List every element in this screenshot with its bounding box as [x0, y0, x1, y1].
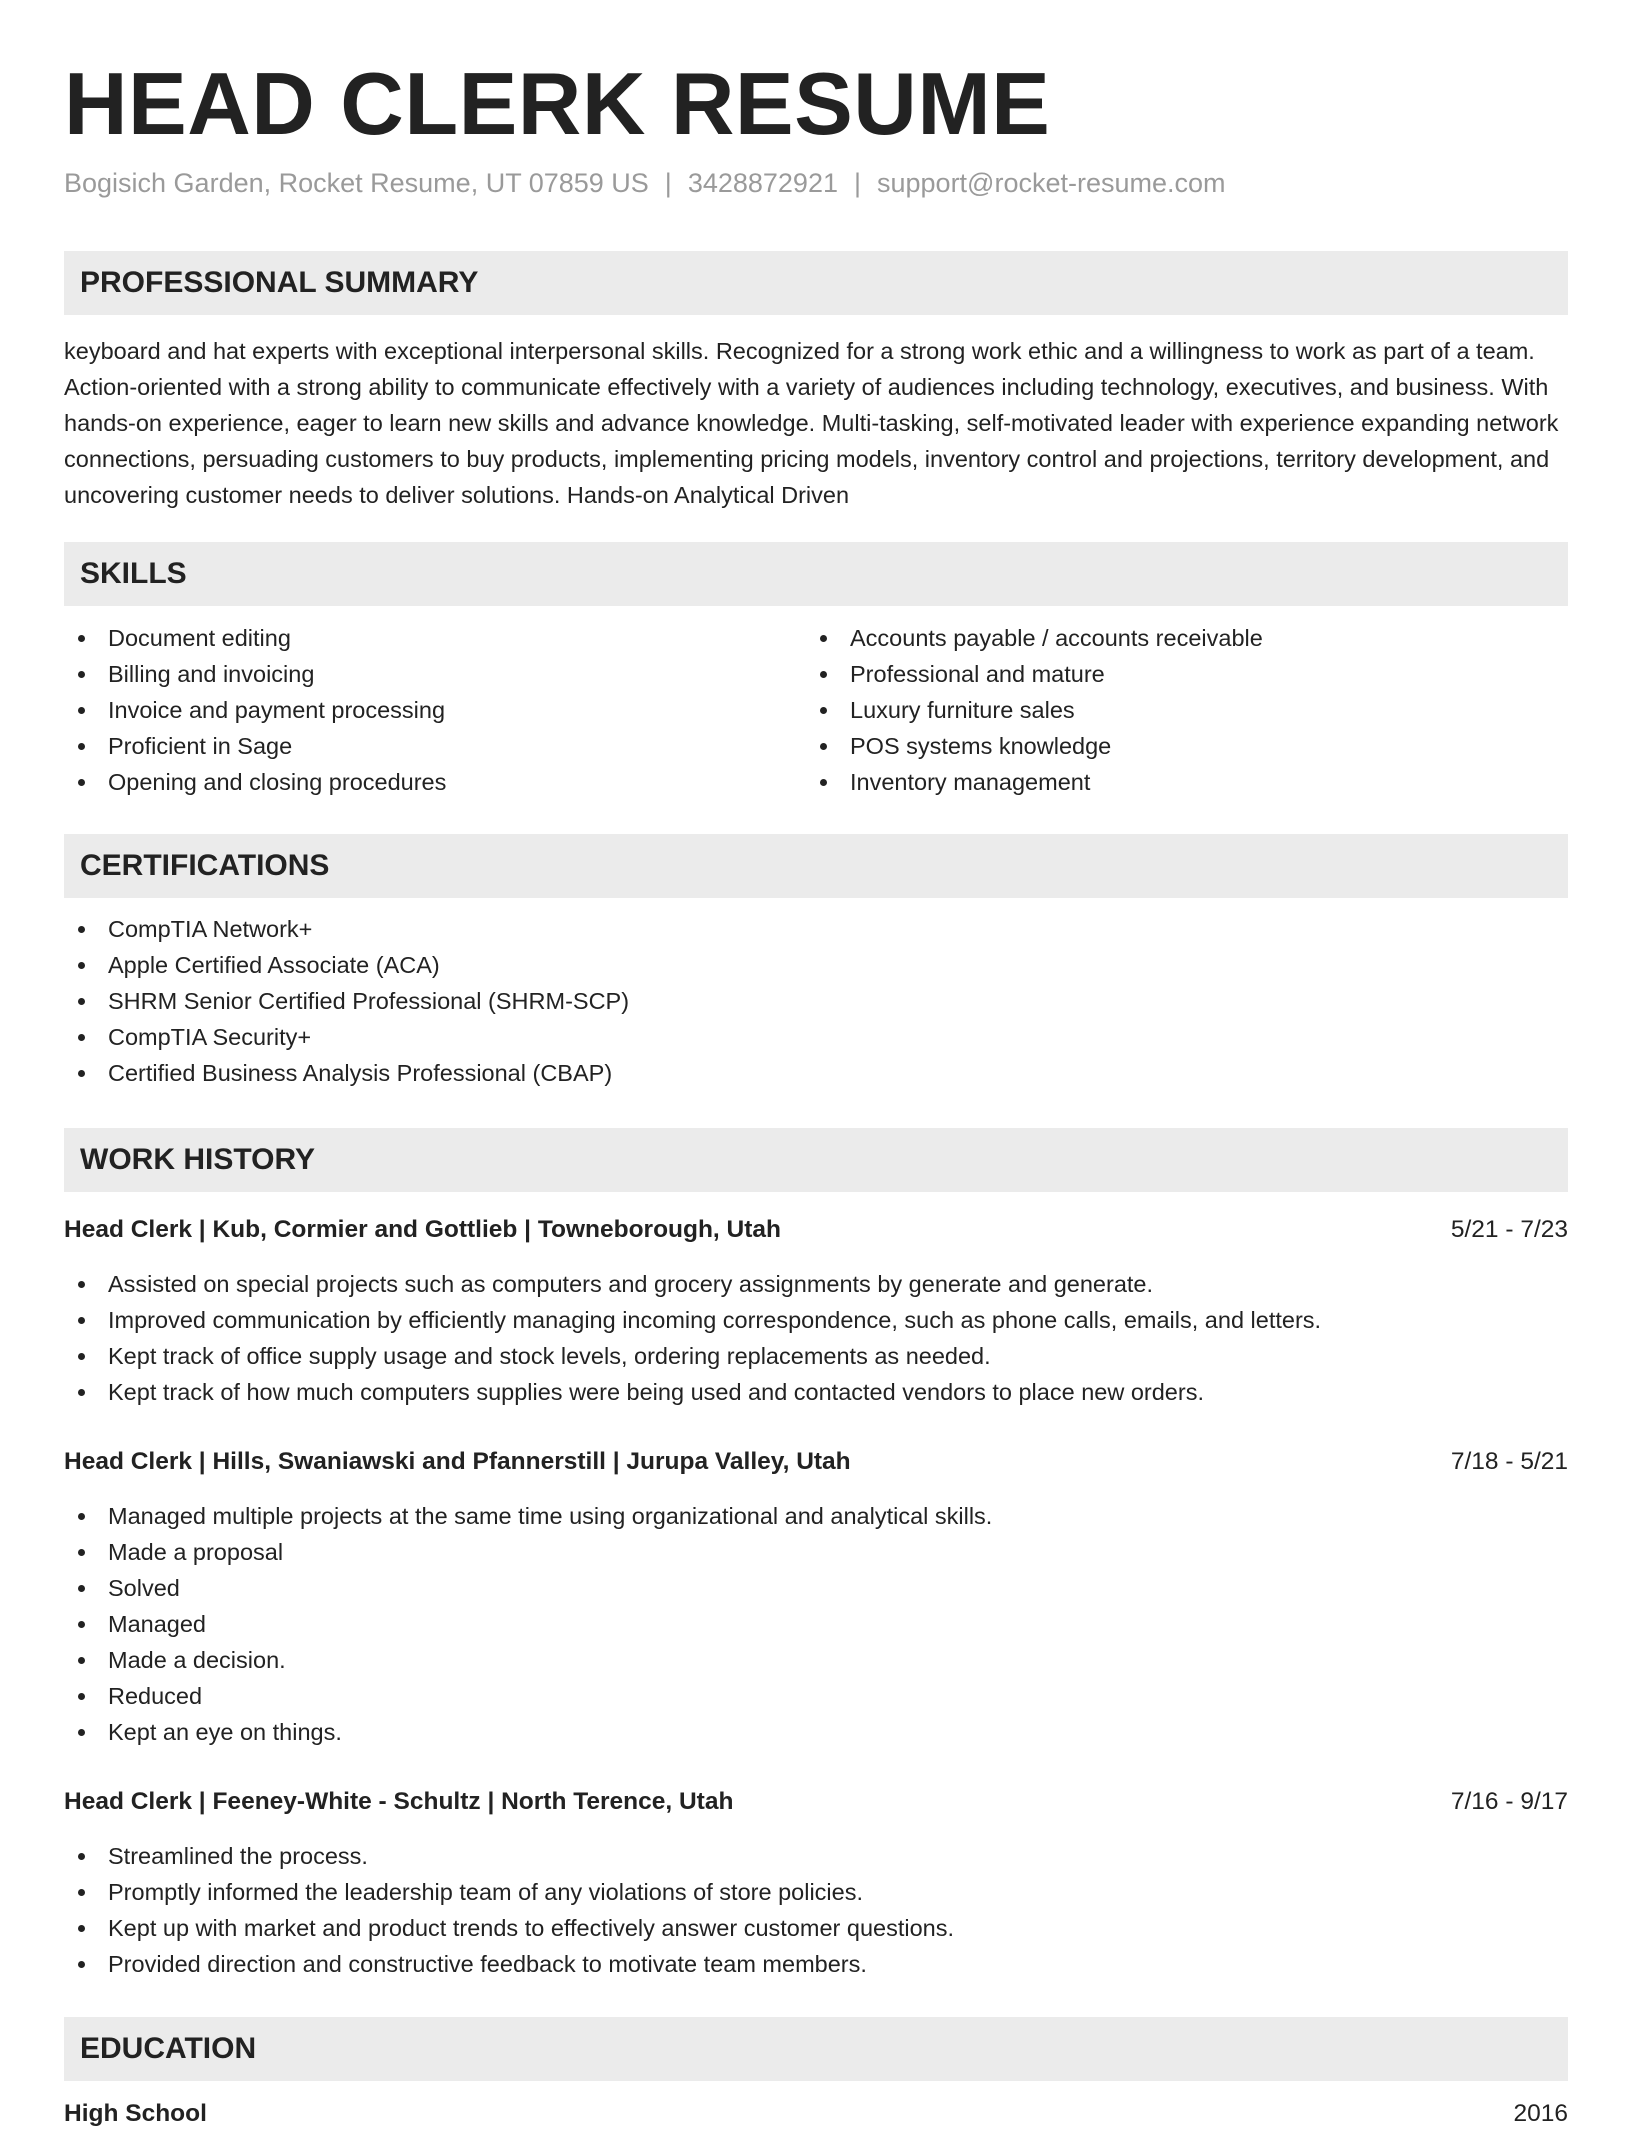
section-header-certifications: CERTIFICATIONS: [64, 834, 1568, 898]
education-row: [64, 2096, 1568, 2132]
job-bullets: [64, 1838, 1568, 1982]
skill-item: Billing and invoicing: [64, 656, 794, 692]
contact-email: support@rocket-resume.com: [877, 168, 1226, 198]
professional-summary-text: keyboard and hat experts with exceptional interpersonal skills. Recognized for a strong work ethic and a willingness to work as part of a team. Action-oriented with a strong ability to communicate effectively with a variety of audiences including technology, executives, and business. With hands-on experience, eager to learn new skills and advance knowledge. Multi-tasking, self-motivated leader with experience expanding network connections, persuading customers to buy products, implementing pricing models, inventory control and projections, territory development, and uncovering customer needs to deliver solutions. Hands-on Analytical Driven: [64, 338, 1559, 508]
skill-item: POS systems knowledge: [806, 728, 1566, 764]
certification-item: SHRM Senior Certified Professional (SHRM-SCP): [64, 983, 1568, 1019]
job-bullet: Managed: [64, 1606, 1568, 1642]
job-bullet: Made a proposal: [64, 1534, 1568, 1570]
skills-list-right: [806, 620, 1566, 800]
skill-item: Document editing: [64, 620, 794, 656]
job-title: Head Clerk | Hills, Swaniawski and Pfannerstill | Jurupa Valley, Utah: [64, 1448, 851, 1475]
job-bullet: Kept an eye on things.: [64, 1714, 1568, 1750]
job-bullet: Assisted on special projects such as computers and grocery assignments by generate and generate.: [64, 1266, 1568, 1302]
section-header-work-history: WORK HISTORY: [64, 1128, 1568, 1192]
job-bullet: Kept track of office supply usage and stock levels, ordering replacements as needed.: [64, 1338, 1568, 1374]
education-school: High School: [64, 2100, 207, 2127]
job-bullet: Reduced: [64, 1678, 1568, 1714]
skill-item: Luxury furniture sales: [806, 692, 1566, 728]
job-bullet: Solved: [64, 1570, 1568, 1606]
job-bullet: Improved communication by efficiently managing incoming correspondence, such as phone calls, emails, and letters.: [64, 1302, 1568, 1338]
job-title: Head Clerk | Feeney-White - Schultz | North Terence, Utah: [64, 1788, 734, 1815]
job-dates: 5/21 - 7/23: [1450, 1216, 1568, 1243]
job-bullet: Provided direction and constructive feedback to motivate team members.: [64, 1946, 1568, 1982]
skill-item: Opening and closing procedures: [64, 764, 794, 800]
skills-list-left: [64, 620, 794, 800]
contact-separator: |: [664, 168, 672, 198]
contact-phone: 3428872921: [687, 168, 838, 198]
certification-item: CompTIA Security+: [64, 1019, 1568, 1055]
job-dates: 7/16 - 9/17: [1450, 1788, 1568, 1815]
certification-item: Apple Certified Associate (ACA): [64, 947, 1568, 983]
section-header-professional-summary: PROFESSIONAL SUMMARY: [64, 251, 1568, 315]
job-bullet: Streamlined the process.: [64, 1838, 1568, 1874]
resume-title: HEAD CLERK RESUME: [64, 54, 1051, 153]
section-header-education: EDUCATION: [64, 2017, 1568, 2081]
job-bullet: Made a decision.: [64, 1642, 1568, 1678]
certification-item: Certified Business Analysis Professional (CBAP): [64, 1055, 1568, 1091]
certification-item: CompTIA Network+: [64, 911, 1568, 947]
job-bullet: Promptly informed the leadership team of any violations of store policies.: [64, 1874, 1568, 1910]
contact-address: Bogisich Garden, Rocket Resume, UT 07859 US: [64, 168, 649, 198]
skill-item: Invoice and payment processing: [64, 692, 794, 728]
job-bullet: Kept up with market and product trends to effectively answer customer questions.: [64, 1910, 1568, 1946]
skill-item: Inventory management: [806, 764, 1566, 800]
job-bullets: [64, 1266, 1568, 1410]
job-dates: 7/18 - 5/21: [1450, 1448, 1568, 1475]
certifications-list: [64, 911, 1568, 1091]
skill-item: Proficient in Sage: [64, 728, 794, 764]
section-header-skills: SKILLS: [64, 542, 1568, 606]
job-title: Head Clerk | Kub, Cormier and Gottlieb | Towneborough, Utah: [64, 1216, 781, 1243]
job-bullet: Kept track of how much computers supplies were being used and contacted vendors to place new orders.: [64, 1374, 1568, 1410]
job-bullet: Managed multiple projects at the same time using organizational and analytical skills.: [64, 1498, 1568, 1534]
education-year: 2016: [1513, 2100, 1568, 2127]
skill-item: Professional and mature: [806, 656, 1566, 692]
skill-item: Accounts payable / accounts receivable: [806, 620, 1566, 656]
contact-line: [64, 165, 1226, 201]
job-bullets: [64, 1498, 1568, 1750]
contact-separator: |: [853, 168, 861, 198]
